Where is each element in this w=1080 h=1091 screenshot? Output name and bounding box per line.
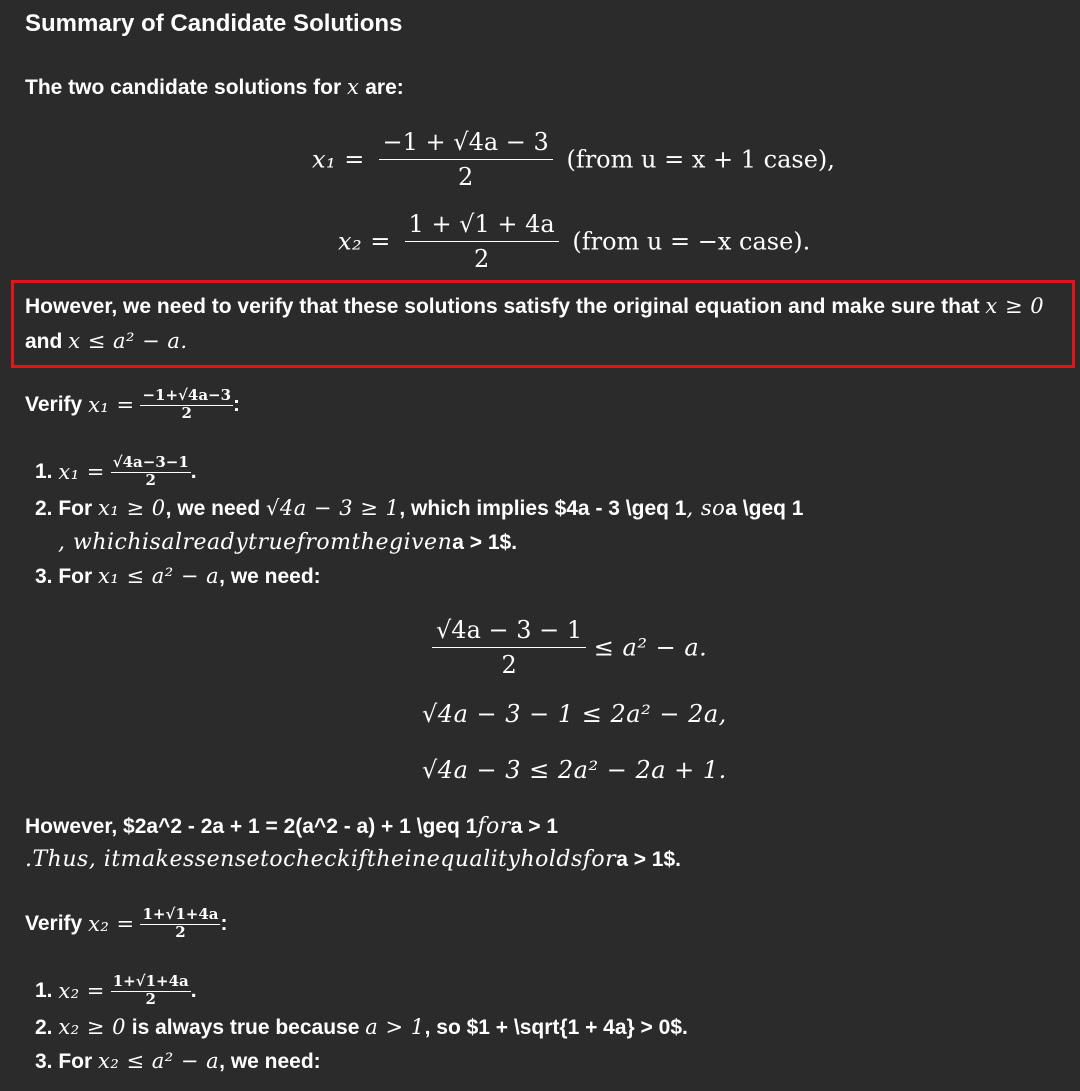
v1-display1-den: 2 <box>501 651 517 679</box>
verify-x2-fraction <box>140 907 220 941</box>
v2-step3-m: x₂ ≤ a² − a <box>98 1049 220 1073</box>
v1-display-1 <box>432 616 707 679</box>
x2-numerator: 1 + √1 + 4a <box>405 210 559 242</box>
v1-step-2-cont <box>58 530 517 555</box>
x2-label: x₂ = <box>338 227 391 256</box>
however-line-2 <box>25 847 681 872</box>
however-b2: a > 1$. <box>616 848 681 871</box>
v1-step1-frac-num: √4a−3−1 <box>112 453 189 471</box>
v2-step1-frac-num: 1+√1+4a <box>112 972 189 990</box>
v2-step1-num: 1. <box>35 978 53 1002</box>
x2-equation <box>338 210 810 273</box>
v1-display-2: √4a − 3 − 1 ≤ 2a² − 2a, <box>422 700 727 728</box>
verify-x2-heading <box>25 907 227 941</box>
v1-display1-num: √4a − 3 − 1 <box>432 616 586 648</box>
x1-fraction <box>379 128 553 191</box>
verify-x2-math: x₂ = <box>88 911 135 936</box>
v1-step2-a: 2. For <box>35 497 93 520</box>
verify-x2-frac-num: 1+√1+4a <box>142 905 219 923</box>
v2-step3-a: 3. For <box>35 1050 93 1073</box>
highlight-text-1: However, we need to verify that these solutions satisfy the original equation and make sure that <box>25 295 980 318</box>
however-line-1 <box>25 814 558 839</box>
verify-x1-heading <box>25 388 240 422</box>
v2-step2-m2: a > 1 <box>365 1015 425 1039</box>
x1-equation <box>312 128 835 191</box>
intro-line <box>25 75 404 100</box>
page-title: Summary of Candidate Solutions <box>25 10 403 37</box>
x1-note: (from u = x + 1 case), <box>566 145 835 174</box>
v1-step2-d: a \geq 1 <box>725 497 804 520</box>
however-b1: However, $2a^2 - 2a + 1 = 2(a^2 - a) + 1 \geq 1 <box>25 815 478 838</box>
v1-step-3 <box>35 564 321 589</box>
v2-step2-a: 2. <box>35 1016 53 1039</box>
highlight-line-1 <box>25 294 1044 319</box>
verify-x1-frac-den: 2 <box>181 403 192 422</box>
v1-step-2 <box>35 496 803 521</box>
verify-x1-frac-num: −1+√4a−3 <box>142 386 232 404</box>
highlight-text-2: and <box>25 330 63 353</box>
v1-display1-rhs: ≤ a² − a. <box>593 633 708 662</box>
however-c1: a > 1 <box>510 815 559 838</box>
v1-step1-fraction <box>111 455 191 489</box>
v2-step1-frac-den: 2 <box>145 989 156 1008</box>
v1-step3-b: , we need: <box>219 565 321 588</box>
x1-label: x₁ = <box>312 145 365 174</box>
v1-step3-m: x₁ ≤ a² − a <box>98 564 220 588</box>
v1-step3-a: 3. For <box>35 565 93 588</box>
verify-x1-colon: : <box>233 392 241 416</box>
verify-x2-frac-den: 2 <box>175 922 186 941</box>
verify-x2-colon: : <box>220 911 228 935</box>
v1-display1-fraction <box>432 616 586 679</box>
v2-step3-b: , we need: <box>219 1050 321 1073</box>
v1-step2-m3: , so <box>686 496 726 520</box>
v2-step-2 <box>35 1015 688 1040</box>
verify-x1-fraction <box>140 388 233 422</box>
v1-step-1: 1. x₁ = $\frac{√4a-3-1}{2}$ . <box>35 453 197 489</box>
v1-step2-line2-b: a > 1$. <box>452 531 518 554</box>
highlight-math-1: x ≥ 0 <box>985 294 1045 318</box>
v2-step2-b: is always true because <box>131 1016 360 1039</box>
v2-step2-m1: x₂ ≥ 0 <box>58 1015 126 1039</box>
intro-end: are: <box>365 76 404 99</box>
v1-step2-b: , we need <box>165 497 261 520</box>
x2-fraction <box>405 210 559 273</box>
v1-display-3: √4a − 3 ≤ 2a² − 2a + 1. <box>422 756 727 784</box>
x1-numerator: −1 + √4a − 3 <box>379 128 553 160</box>
v1-step2-c: , which implies $4a - 3 \geq 1 <box>399 497 687 520</box>
v1-step2-line2-m: , whichisalreadytruefromthegiven <box>58 530 453 555</box>
v1-step1-math: x₁ = <box>58 459 105 484</box>
verify-x1-word: Verify <box>25 392 83 416</box>
x2-denominator: 2 <box>473 245 490 273</box>
intro-text: The two candidate solutions for <box>25 76 342 99</box>
x1-denominator: 2 <box>458 163 474 191</box>
verify-x2-word: Verify <box>25 911 83 935</box>
however-m1: for <box>477 814 511 839</box>
v2-step2-c: , so $1 + \sqrt{1 + 4a} > 0$. <box>424 1016 688 1039</box>
v2-step-3 <box>35 1049 321 1074</box>
v2-step-1: 1. x₂ = $\frac{1+√1+4a}{2}$ . <box>35 972 197 1008</box>
v1-step1-num: 1. <box>35 459 53 483</box>
v1-step2-m1: x₁ ≥ 0 <box>98 496 166 520</box>
highlight-math-2: x ≤ a² − a. <box>68 329 188 353</box>
x2-note: (from u = −x case). <box>572 227 811 256</box>
intro-var: x <box>347 75 360 99</box>
v2-step1-math: x₂ = <box>58 978 105 1003</box>
v1-step2-m2: √4a − 3 ≥ 1 <box>265 496 400 520</box>
however-m2: .Thus, itmakessensetocheckiftheinequalityholdsfor <box>25 847 617 872</box>
v1-step1-frac-den: 2 <box>145 470 156 489</box>
verify-x1-math: x₁ = <box>88 392 135 417</box>
highlight-line-2 <box>25 329 188 354</box>
v2-step1-fraction <box>111 974 191 1008</box>
